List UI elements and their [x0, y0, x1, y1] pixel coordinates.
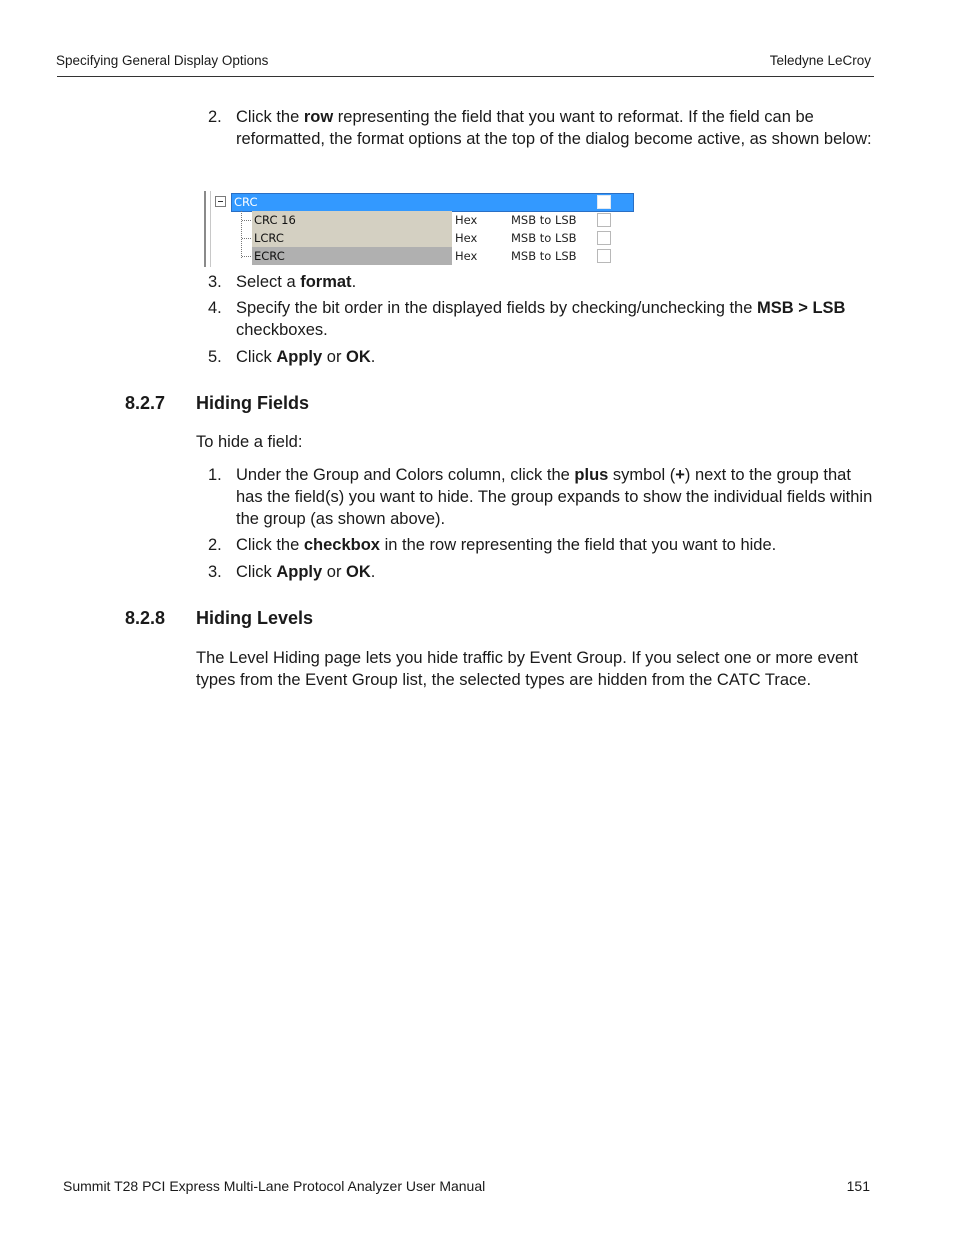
section-title: Hiding Levels [196, 608, 314, 628]
step-number: 4. [208, 299, 222, 317]
step-text-bold: checkbox [303, 536, 380, 554]
step-click-row [208, 106, 873, 150]
step-text [236, 561, 873, 583]
step-text-pre: Click the [236, 536, 304, 554]
step-text-pre: Select a [236, 273, 301, 291]
step-number: 2. [208, 108, 222, 126]
field-hide-checkbox[interactable] [597, 231, 611, 245]
step-text-pre: Under the Group and Colors column, click the [236, 466, 575, 484]
step-number: 1. [208, 466, 222, 484]
step-text-bold: MSB > LSB [756, 299, 846, 317]
step-text [236, 106, 873, 150]
step-text-pre: Specify the bit order in the displayed fields by checking/unchecking the [236, 299, 757, 317]
step-text-post: checkboxes. [236, 321, 328, 339]
section-number: 8.2.8 [125, 608, 166, 628]
step-apply-hide [208, 561, 873, 583]
step-text-mid: symbol ( [608, 466, 676, 484]
section-number: 8.2.7 [125, 393, 166, 413]
collapse-icon[interactable] [215, 196, 226, 207]
field-name: CRC 16 [254, 213, 296, 227]
step-text-bold: row [303, 108, 334, 126]
step-apply [208, 346, 873, 368]
header-rule [57, 76, 874, 77]
step-number: 3. [208, 563, 222, 581]
step-number: 2. [208, 536, 222, 554]
field-name: ECRC [254, 249, 285, 263]
tree-branch [242, 238, 251, 239]
panel-border [204, 191, 206, 267]
level-hiding-paragraph: The Level Hiding page lets you hide traffic by Event Group. If you select one or more event types from the Event Group list, the selected types are hidden from the CATC Trace. [196, 649, 858, 689]
step-text-post: ) next to the group that has the field(s) you want to hide. The group expands to show the individual fields within the group (as shown above). [236, 466, 873, 528]
step-text [236, 271, 873, 293]
running-header-company: Teledyne LeCroy [769, 53, 871, 68]
field-format[interactable]: Hex [455, 213, 478, 227]
step-text-post: . [351, 273, 357, 291]
step-text-post: representing the field that you want to reformat. If the field can be reformatted, the format options at the top of the dialog become active, as shown below: [236, 108, 872, 148]
running-header-section: Specifying General Display Options [56, 53, 269, 68]
step-select-format [208, 271, 873, 293]
step-text-bold: + [675, 466, 685, 484]
step-text-pre: Click the [236, 108, 304, 126]
step-text-bold: OK [346, 348, 371, 366]
field-row-ecrc[interactable] [252, 247, 452, 265]
step-text-bold: plus [574, 466, 609, 484]
step-text [236, 297, 873, 341]
step-number: 5. [208, 348, 222, 366]
step-text [236, 534, 873, 556]
tree-branch [242, 220, 251, 221]
step-click-checkbox [208, 534, 873, 556]
step-number: 3. [208, 273, 222, 291]
step-text-pre: Click [236, 563, 277, 581]
field-bit-order[interactable]: MSB to LSB [511, 249, 577, 263]
step-text-post: . [370, 348, 376, 366]
field-bit-order[interactable]: MSB to LSB [511, 231, 577, 245]
step-text-bold: OK [346, 563, 371, 581]
step-text-post: . [370, 563, 376, 581]
tree-branch [242, 256, 251, 257]
section-title: Hiding Fields [196, 393, 310, 413]
tree-connector [241, 211, 242, 258]
step-text [236, 346, 873, 368]
step-text [236, 464, 873, 530]
page-number: 151 [846, 1178, 870, 1194]
crc-group-checkbox[interactable] [597, 195, 611, 209]
field-row-lcrc[interactable] [252, 229, 452, 247]
field-name: LCRC [254, 231, 284, 245]
hide-field-intro: To hide a field: [196, 433, 303, 451]
crc-group-row[interactable] [231, 193, 634, 212]
step-text-pre: Click [236, 348, 277, 366]
step-text-bold: Apply [276, 563, 323, 581]
crc-group-label: CRC [234, 195, 258, 209]
step-bit-order [208, 297, 873, 341]
footer-manual-title: Summit T28 PCI Express Multi-Lane Protocol Analyzer User Manual [63, 1178, 486, 1194]
field-hide-checkbox[interactable] [597, 213, 611, 227]
field-format[interactable]: Hex [455, 231, 478, 245]
field-bit-order[interactable]: MSB to LSB [511, 213, 577, 227]
step-text-mid: or [322, 348, 347, 366]
step-text-post: in the row representing the field that you want to hide. [379, 536, 777, 554]
field-row-crc16[interactable] [252, 211, 452, 229]
step-text-bold: Apply [276, 348, 323, 366]
field-format-screenshot [204, 189, 634, 267]
field-hide-checkbox[interactable] [597, 249, 611, 263]
panel-border-inner [210, 191, 211, 267]
field-format[interactable]: Hex [455, 249, 478, 263]
step-click-plus [208, 464, 873, 530]
step-text-mid: or [322, 563, 347, 581]
step-text-bold: format [300, 273, 352, 291]
